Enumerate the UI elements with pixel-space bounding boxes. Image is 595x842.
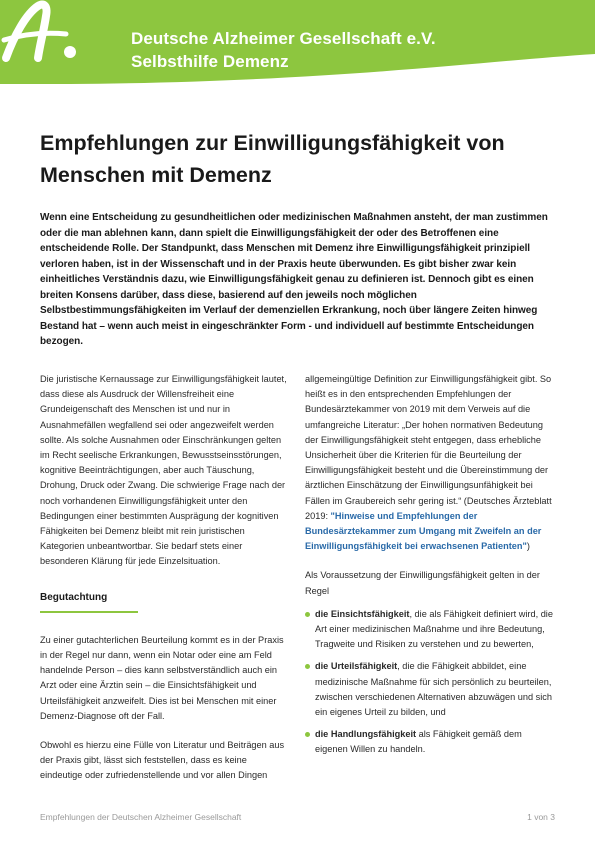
criterion-term: die Urteilsfähigkeit: [315, 661, 398, 672]
alzheimer-a-logo-icon: [0, 0, 80, 64]
criterion-text: , die die Fähigkeit abbildet, eine medizinische Maßnahme für sich persönlich zu beurteilen, zwischen verschiedenen Alternativen abzuwägen und sich ein eigenes Urteil zu bilden, und: [315, 661, 552, 718]
criterion-text: als Fähigkeit gemäß dem eigenen Willen zu handeln.: [315, 729, 522, 755]
footer-left: Empfehlungen der Deutschen Alzheimer Gesellschaft: [40, 812, 242, 822]
criterion-text: , die als Fähigkeit definiert wird, die Art einer medizinischen Maßnahme und ihre Bedeutung, Tragweite und Risiken zu verstehen und zu bewerten,: [315, 608, 553, 650]
left-paragraph-2: Zu einer gutachterlichen Beurteilung kommt es in der Praxis in der Regel nur dann, wenn ein Notar oder eine am Feld handelnde Person – dies kann selbstverständlich auch ein Arzt oder eine Ärztin sein – die Einsichtsfähigkeit und Urteilsfähigkeit anzweifelt. Dies ist bei Menschen mit einer Demenz-Diagnose oft der Fall.: [40, 634, 284, 721]
criterion-term: die Handlungsfähigkeit: [315, 729, 417, 740]
section-heading: [40, 590, 288, 613]
list-item: [305, 607, 555, 653]
section-underline: [40, 611, 138, 613]
left-column: [40, 372, 288, 784]
left-paragraph-1: Die juristische Kernaussage zur Einwilligungsfähigkeit lautet, dass diese als Ausdruck der Willensfreiheit eine Grundeigenschaft des Menschen ist und nur in Ausnahmefällen wegfallend sei oder angezweifelt werden sollte. Als solche Ausnahmen oder Einschränkungen gelten im Recht seelische Erkrankungen, Bewusstseinsstörungen, kognitive Beeinträchtigungen, aber auch Täuschung, Drohung, Druck oder Zwang. Die schwierige Frage nach der noch vorhandenen Einwilligungsfähigkeit unter den Bedingungen einer bestimmten Ausprägung der kognitiven Fähigkeiten bei Demenz bleibt mit rein juristischen Kategorien unbeantwortbar. Sie bedarf stets einer besonderen Klärung für jede Einzelsituation.: [40, 374, 287, 567]
page-title: Empfehlungen zur Einwilligungsfähigkeit von Menschen mit Demenz: [40, 131, 505, 187]
left-paragraph-3: Obwohl es hierzu eine Fülle von Literatur und Beiträgen aus der Praxis gibt, lässt sich feststellen, dass es keine eindeutige oder zufriedenstellende und vor allen Dingen: [40, 740, 285, 781]
right-column: [305, 372, 555, 765]
list-item: [305, 727, 555, 757]
section-title: Begutachtung: [40, 591, 108, 603]
intro-paragraph: Wenn eine Entscheidung zu gesundheitlichen oder medizinischen Maßnahmen ansteht, der man zustimmen oder die man ablehnen kann, dann spielt die Einwilligungsfähigkeit der oder des Betroffenen eine entscheidende Rolle. Der Standpunkt, dass Menschen mit Demenz ihre Einwilligungsfähigkeit prinzipiell verloren haben, ist in der Wissenschaft und in der Praxis heute überwunden. Es gibt bisher zwar kein einheitliches Verständnis dazu, wie Einwilligungsfähigkeit genau zu definieren ist. Dennoch gibt es einen breiten Konsens darüber, dass diese, basierend auf den jeweils noch möglichen Selbstbestimmungsfähigkeiten im Verlauf der demenziellen Erkrankung, noch über längere Zeiten hinweg Bestand hat – wenn auch meist in eingeschränkter Form - und individuell auf bestimmte Entscheidungen bezogen.: [40, 212, 548, 347]
criteria-list: [305, 607, 555, 758]
criterion-term: die Einsichtsfähigkeit: [315, 608, 410, 619]
right-paragraph-1-end: ): [526, 541, 530, 552]
org-name: Deutsche Alzheimer Gesellschaft e.V.: [131, 29, 436, 48]
page-number: 1 von 3: [527, 812, 555, 822]
right-paragraph-1: [305, 372, 555, 554]
header-banner: [0, 0, 595, 84]
aerzteblatt-link[interactable]: "Hinweise und Empfehlungen der Bundesärztekammer zum Umgang mit Zweifeln an der Einwilligungsfähigkeit bei erwachsenen Patienten": [305, 510, 542, 552]
list-item: [305, 659, 555, 720]
bullet-icon: [305, 612, 310, 617]
right-paragraph-2: Als Voraussetzung der Einwilligungsfähigkeit gelten in der Regel: [305, 570, 540, 596]
bullet-icon: [305, 664, 310, 669]
org-subtitle: Selbsthilfe Demenz: [131, 52, 289, 71]
bullet-icon: [305, 732, 310, 737]
right-paragraph-1-text: allgemeingültige Definition zur Einwilligungsfähigkeit gibt. So heißt es in den entsprechenden Empfehlungen der Bundesärztekammer von 2019 mit dem Verweis auf die umfangreiche Literatur: „Der hohen normativen Bedeutung der Einwilligungsfähigkeit steht entgegen, dass erhebliche Unsicherheit über die Kriterien für die Beurteilung der Einwilligungsfähigkeit besteht und die Übereinstimmung der ärztlichen Einschätzung der Einwilligungsunfähigkeit bei Fällen im Graubereich sehr gering ist.“ (Deutsches Ärzteblatt 2019:: [305, 374, 552, 521]
